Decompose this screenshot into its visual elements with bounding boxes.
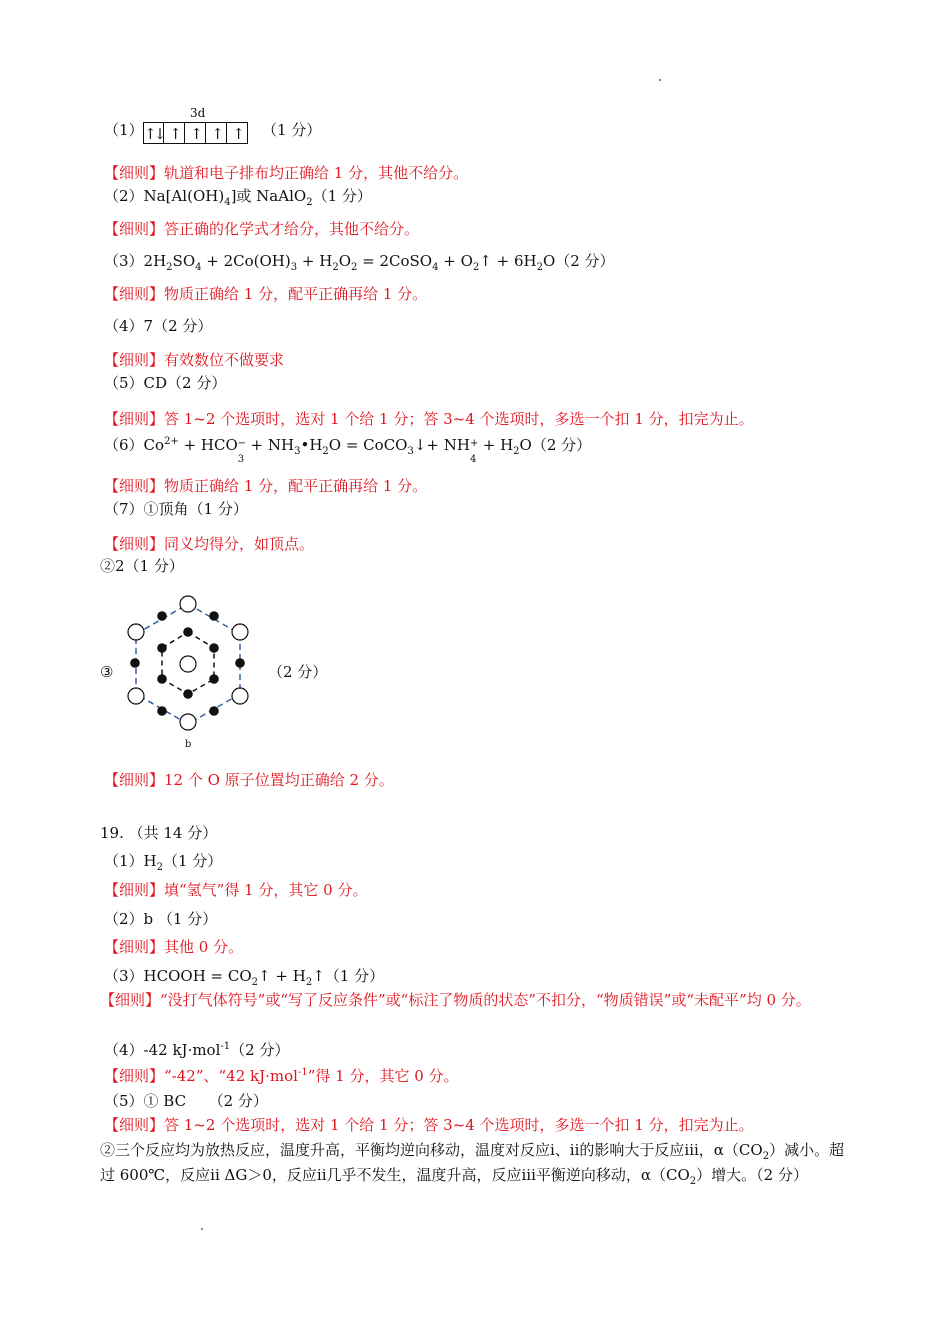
filled-atom — [209, 611, 219, 621]
filled-atom — [157, 706, 167, 716]
filled-atom — [157, 611, 167, 621]
filled-atom — [130, 658, 140, 668]
q19-1-answer: $(1)H_2(1$ 分） — [104, 852, 223, 873]
rule-note: 【细则】同义均得分，如顶点。 — [104, 535, 315, 553]
q19-5-answer: （5）① BC （2 分） — [104, 1092, 268, 1110]
q6-equation: $(6)Co^{2+}$ + HCO − 3 + $NH_3•H_2O$ = CoCO$_3$↓+ NH + 4 + $H_2O(2$ 分） — [104, 436, 592, 465]
orbital-box: ↑ — [227, 122, 248, 144]
filled-atom — [209, 674, 219, 684]
crystal-structure-figure — [123, 594, 253, 744]
stray-dot-top — [659, 79, 661, 81]
filled-atom — [209, 706, 219, 716]
q7-3-number: ③ — [100, 663, 114, 681]
question-19-title: 19. （共 14 分） — [100, 824, 218, 842]
rule-note: 【细则】其他 0 分。 — [104, 938, 244, 956]
figure-label: b — [185, 739, 192, 750]
q7-2-answer: ②2（1 分） — [100, 557, 184, 575]
orbital-box: ↑↓ — [143, 122, 164, 144]
q7-3-score: （2 分） — [268, 663, 328, 681]
rule-note: 【细则】填“氢气”得 1 分，其它 0 分。 — [104, 881, 368, 899]
rule-note: 【细则】有效数位不做要求 — [104, 351, 285, 369]
orbital-diagram-3d — [143, 122, 248, 144]
rule-note: 【细则】答 1~2 个选项时，选对 1 个给 1 分；答 3~4 个选项时，多选一个扣 1 分，扣完为止。 — [104, 410, 754, 428]
filled-atom — [157, 643, 167, 653]
orbital-box: ↑ — [206, 122, 227, 144]
open-atom — [180, 714, 196, 730]
rule-note: 【细则】答正确的化学式才给分，其他不给分。 — [104, 220, 420, 238]
q4-answer: （4）7（2 分） — [104, 317, 213, 335]
rule-note: 【细则】“-42”、“42 kJ·mol$^{-1}$”得 1 分，其它 0 分。 — [104, 1067, 459, 1085]
stray-dot-bottom — [201, 1228, 203, 1230]
q2-answer: $(2)Na[Al(OH)_4]$或 NaAlO$_2$（1 分） — [104, 187, 372, 208]
open-atom-center — [180, 656, 196, 672]
q1-prefix: （1） — [104, 121, 144, 139]
filled-atom — [209, 643, 219, 653]
filled-atom — [235, 658, 245, 668]
q1-score: （1 分） — [262, 121, 322, 139]
rule-note: 【细则】12 个 O 原子位置均正确给 2 分。 — [104, 771, 394, 789]
q19-5-explanation: ②三个反应均为放热反应，温度升高，平衡均逆向移动，温度对反应i、ii的影响大于反应iii，$\alpha(CO_2)$减小。超过 600℃，反应ii ΔG＞0，反应ii几乎不发生，温度升高，反应iii平衡逆向移动，$\alpha(CO_2)$增大。（2 分） — [100, 1141, 845, 1187]
open-atom — [232, 624, 248, 640]
q3-equation: $(3)2H_2SO_4 + 2Co(OH)_3 + H_2O_2$ = 2CoSO$_4$ + $O_2↑ + 6H_2O(2$ 分） — [104, 252, 615, 273]
orbital-box: ↑ — [185, 122, 206, 144]
open-atom — [180, 596, 196, 612]
orbital-box: ↑ — [164, 122, 185, 144]
orbital-label: 3d — [190, 106, 206, 120]
filled-atom — [183, 627, 193, 637]
rule-note: 【细则】物质正确给 1 分，配平正确再给 1 分。 — [104, 285, 428, 303]
q7-1-answer: （7）①顶角（1 分） — [104, 500, 248, 518]
open-atom — [232, 688, 248, 704]
q5-answer: （5）CD（2 分） — [104, 374, 227, 392]
q19-4-answer: （4）-42 kJ·mol$^{-1}$（2 分） — [104, 1041, 290, 1059]
rule-note: 【细则】轨道和电子排布均正确给 1 分，其他不给分。 — [104, 164, 469, 182]
open-atom — [128, 624, 144, 640]
q19-2-answer: （2）b （1 分） — [104, 910, 218, 928]
rule-note: 【细则】答 1~2 个选项时，选对 1 个给 1 分；答 3~4 个选项时，多选一个扣 1 分，扣完为止。 — [104, 1116, 754, 1134]
q19-3-equation: （3）HCOOH = $CO_2↑$ + $H_2↑(1$ 分） — [104, 967, 385, 988]
rule-note: 【细则】物质正确给 1 分，配平正确再给 1 分。 — [104, 477, 428, 495]
rule-note-multiline: 【细则】“没打气体符号”或“写了反应条件”或“标注了物质的状态”不扣分，“物质错误”或“未配平”均 0 分。 — [100, 991, 811, 1009]
filled-atom — [183, 689, 193, 699]
open-atom — [128, 688, 144, 704]
filled-atom — [157, 674, 167, 684]
